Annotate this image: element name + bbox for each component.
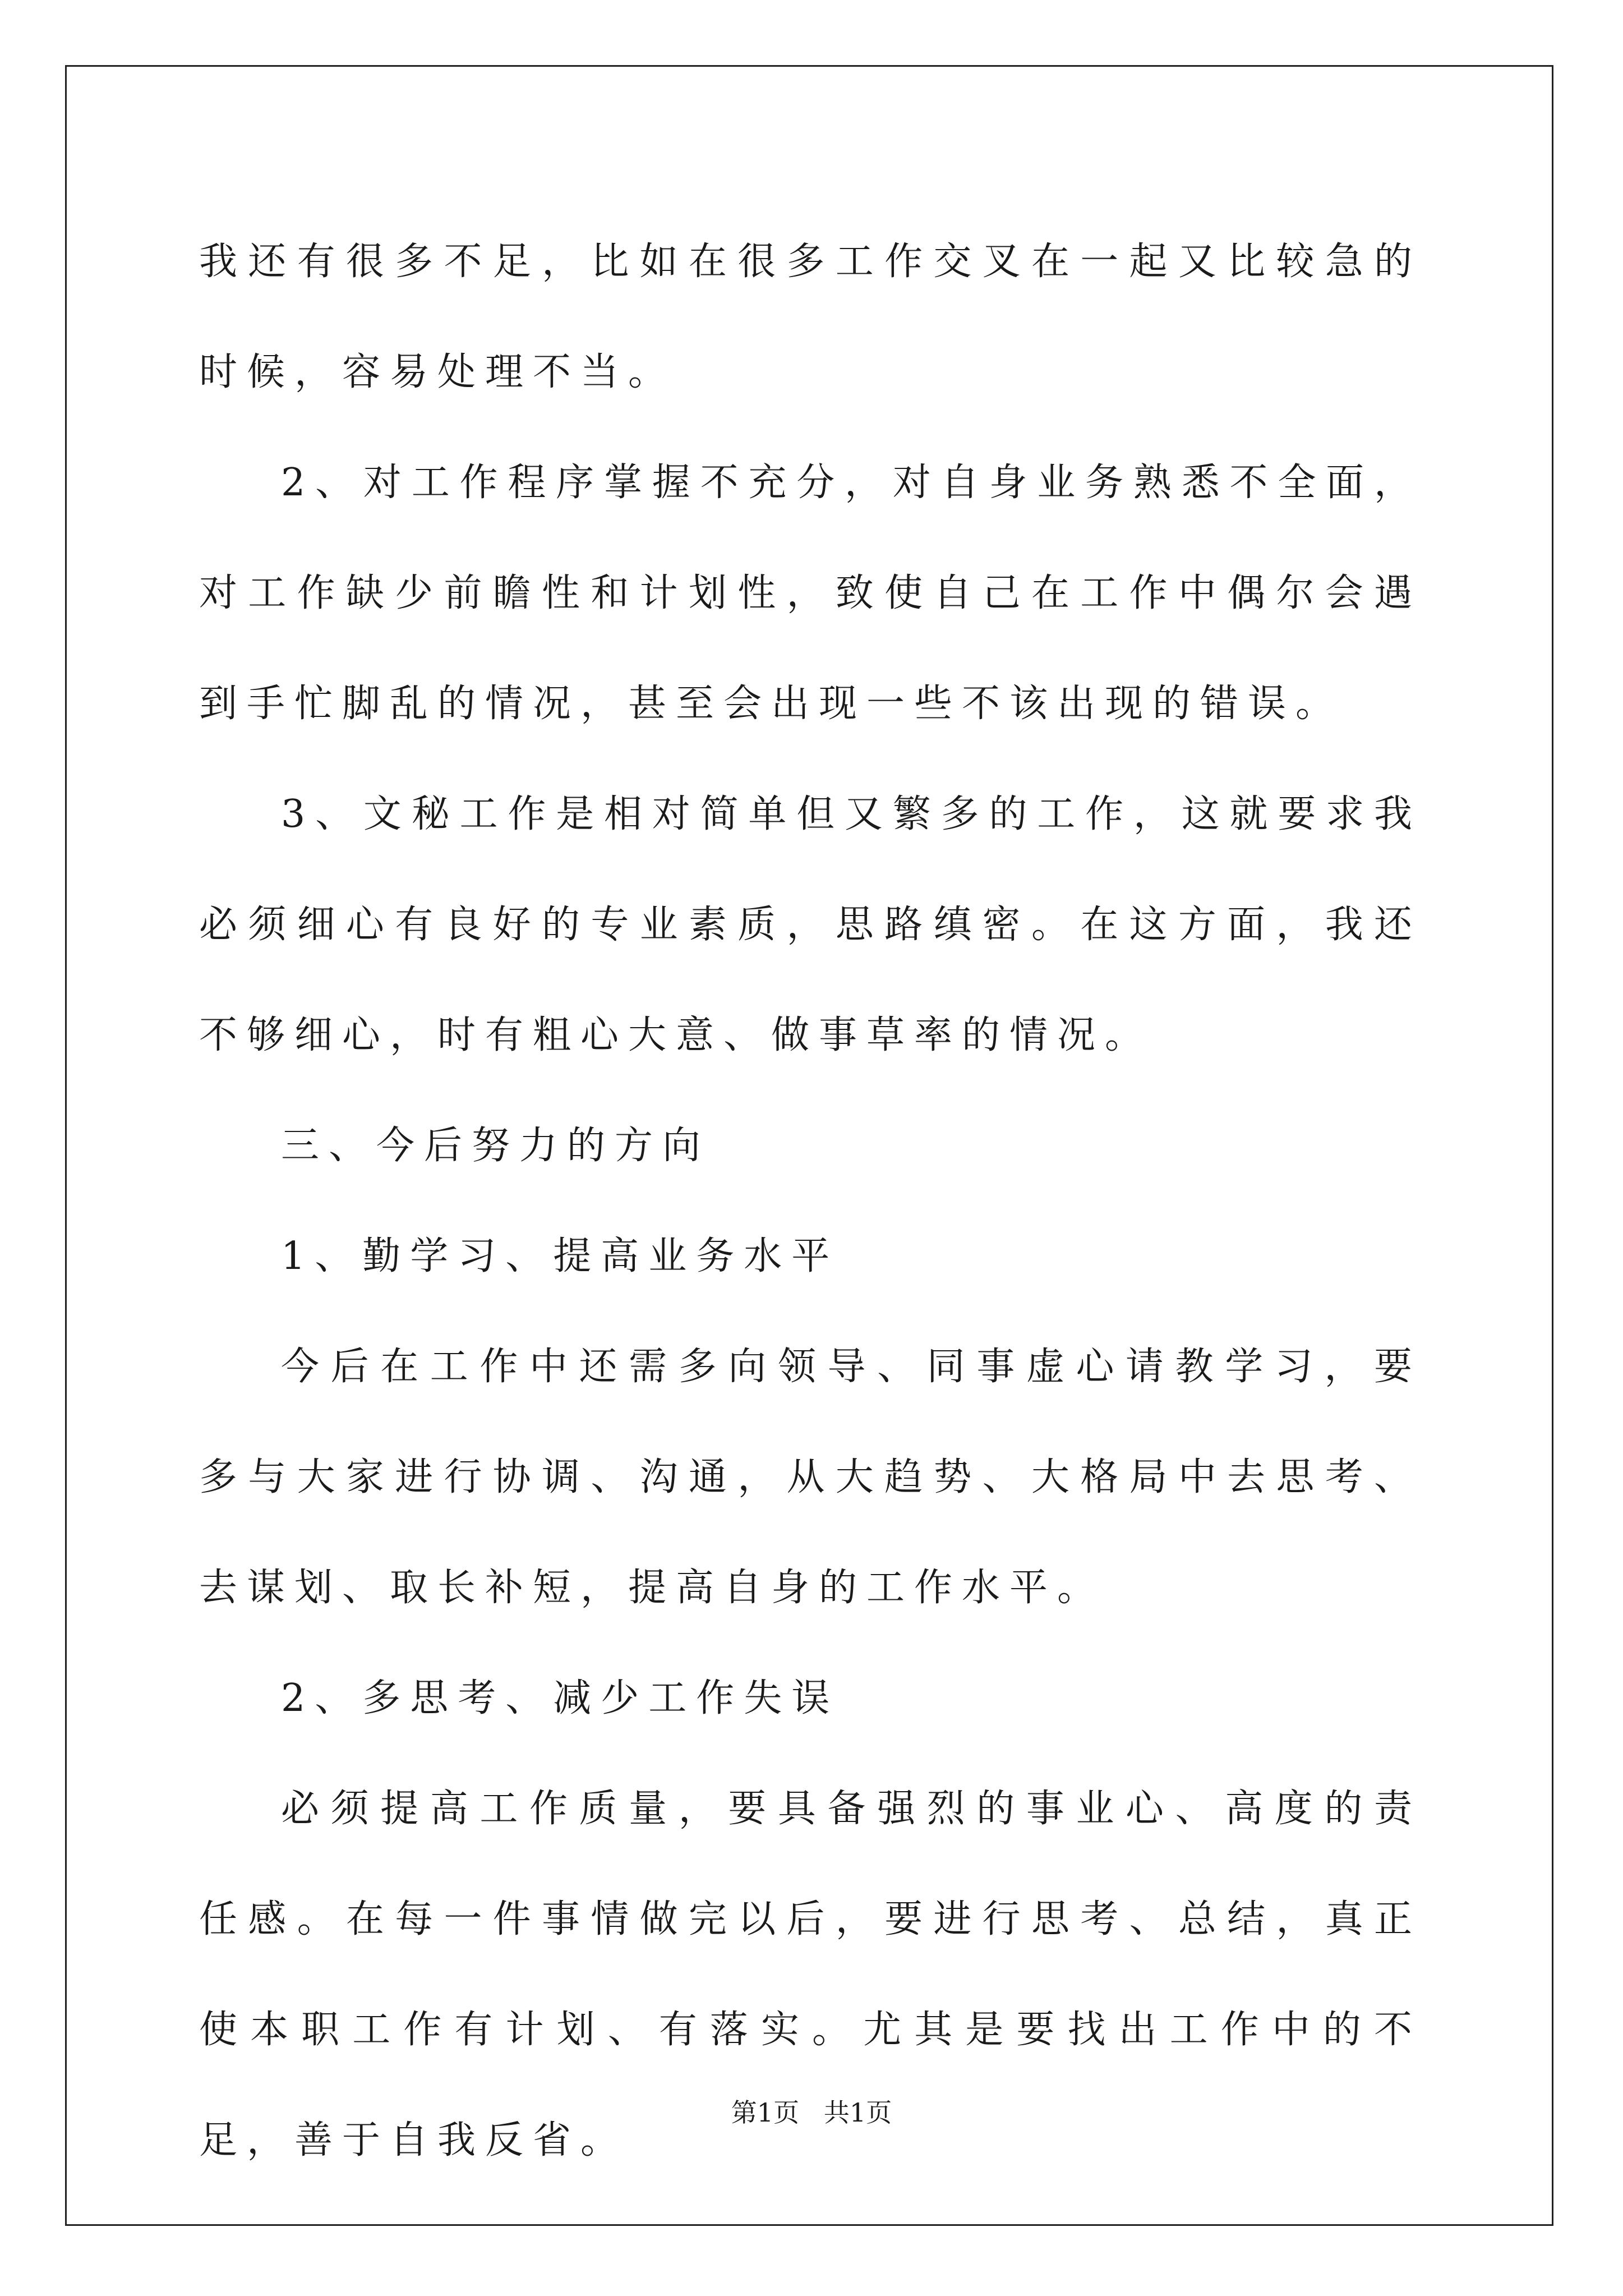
paragraph-5: 必须提高工作质量，要具备强烈的事业心、高度的责任感。在每一件事情做完以后，要进行思考、总结，真正使本职工作有计划、有落实。尤其是要找出工作中的不足，善于自我反省。 [199,1787,1422,2162]
paragraph-2: 2、对工作程序掌握不充分，对自身业务熟悉不全面，对工作缺少前瞻性和计划性，致使自己在工作中偶尔会遇到手忙脚乱的情况，甚至会出现一些不该出现的错误。 [199,461,1422,726]
page-footer: 第1页 共1页 [731,2097,892,2128]
document-body [199,206,1422,2196]
section-heading: 三、今后努力的方向 [281,1124,711,1168]
subheading-2: 2、多思考、减少工作失误 [281,1676,840,1720]
paragraph-3: 3、文秘工作是相对简单但又繁多的工作，这就要求我必须细心有良好的专业素质，思路缜密。在这方面，我还不够细心，时有粗心大意、做事草率的情况。 [199,792,1422,1057]
subheading-1: 1、勤学习、提高业务水平 [281,1234,840,1278]
paragraph-4: 今后在工作中还需多向领导、同事虚心请教学习，要多与大家进行协调、沟通，从大趋势、大格局中去思考、去谋划、取长补短，提高自身的工作水平。 [199,1345,1422,1610]
paragraph-1: 我还有很多不足，比如在很多工作交叉在一起又比较急的时候，容易处理不当。 [199,240,1422,394]
